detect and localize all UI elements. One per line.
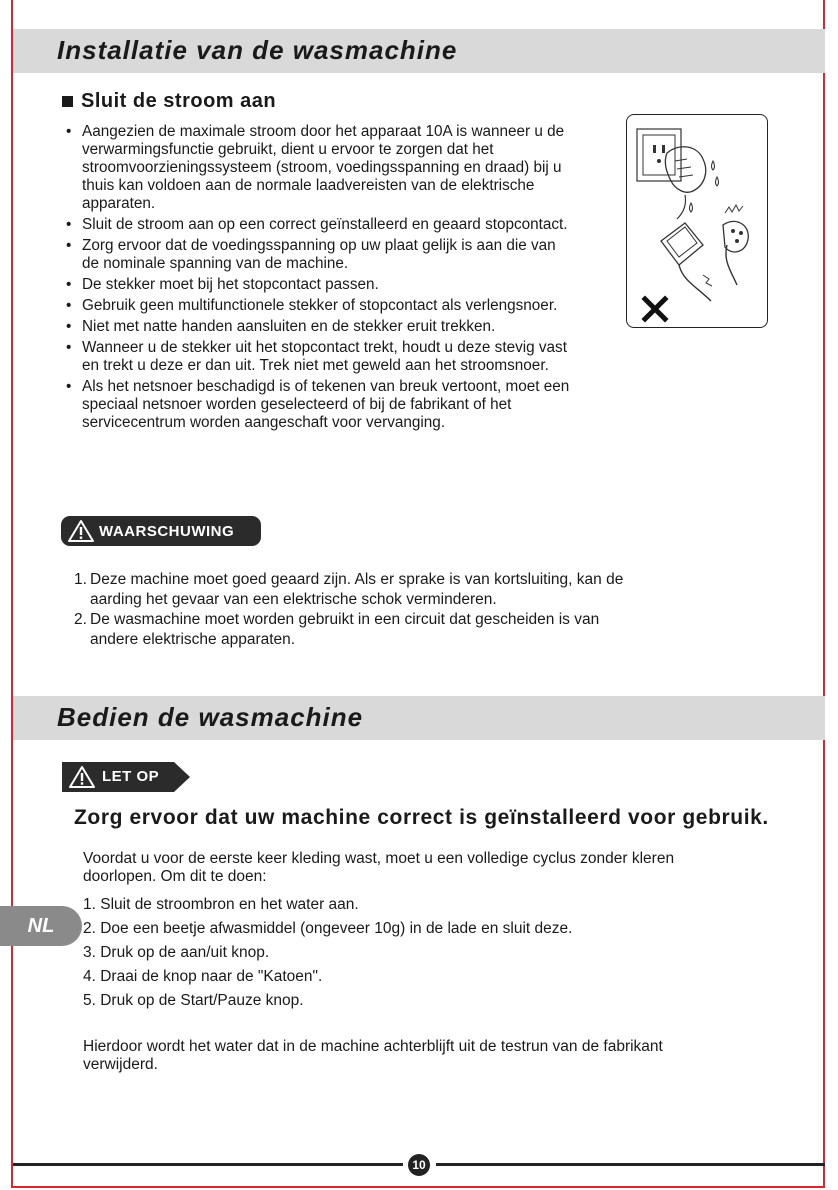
section-title-operate: Bedien de wasmachine: [57, 702, 364, 732]
list-item: • Gebruik geen multifunctionele stekker of stopcontact als verlengsnoer.: [62, 297, 572, 315]
language-tab: NL: [0, 906, 82, 946]
plug-warning-icon: [627, 115, 767, 327]
section-title-installation: Installatie van de wasmachine: [57, 35, 458, 65]
list-item: • Sluit de stroom aan op een correct geïnstalleerd en geaard stopcontact.: [62, 216, 572, 234]
intro-paragraph: Voordat u voor de eerste keer kleding wast, moet u een volledige cyclus zonder kleren doorlopen. Om dit te doen:: [83, 850, 675, 885]
wet-hands-plug-illustration: [626, 114, 768, 328]
list-item: [74, 610, 644, 649]
outro-paragraph: Hierdoor wordt het water dat in de machine achterblijft uit de testrun van de fabrikant verwijderd.: [83, 1038, 663, 1073]
section-banner-installation: [13, 29, 825, 73]
subheading-power: [62, 90, 276, 113]
footer-rule-left: [13, 1163, 403, 1166]
item-number: 2.: [74, 611, 87, 628]
square-bullet-icon: [62, 96, 73, 107]
item-number: 1.: [74, 571, 87, 588]
item-text: Deze machine moet goed geaard zijn. Als er sprake is van kortsluiting, kan de aarding het gevaar van een elektrische schok verminderen.: [90, 571, 624, 608]
section-banner-operate: [13, 696, 825, 740]
item-text: De wasmachine moet worden gebruikt in een circuit dat gescheiden is van andere elektrische apparaten.: [90, 611, 600, 648]
list-item: • De stekker moet bij het stopcontact passen.: [62, 276, 572, 294]
lead-statement: Zorg ervoor dat uw machine correct is geïnstalleerd voor gebruik.: [74, 806, 769, 829]
subheading-text: Sluit de stroom aan: [81, 90, 277, 112]
caution-label: LET OP: [102, 768, 160, 785]
list-item: • Aangezien de maximale stroom door het apparaat 10A is wanneer u de verwarmingsfunctie gebruikt, dient u ervoor te zorgen dat het stroomvoorzieningssysteem (stroom, voedingsspanning en draad) bij u thuis kan voldoen aan de normale laadvereisten van de elektrische apparaten.: [62, 123, 572, 213]
warning-list: [74, 570, 644, 650]
list-item: 2. Doe een beetje afwasmiddel (ongeveer 10g) in de lade en sluit deze.: [83, 920, 573, 937]
list-item: 4. Draai de knop naar de "Katoen".: [83, 968, 323, 985]
warning-triangle-icon: [67, 519, 95, 543]
list-item: • Niet met natte handen aansluiten en de stekker eruit trekken.: [62, 318, 572, 336]
warning-label: WAARSCHUWING: [99, 522, 235, 540]
steps-list: [83, 893, 572, 1013]
list-item: 1. Sluit de stroombron en het water aan.: [83, 896, 359, 913]
list-item: • Wanneer u de stekker uit het stopcontact trekt, houdt u deze stevig vast en trekt u deze er dan uit. Trek niet met geweld aan het stroomsnoer.: [62, 339, 572, 375]
list-item: 5. Druk op de Start/Pauze knop.: [83, 992, 304, 1009]
list-item: • Zorg ervoor dat de voedingsspanning op uw plaat gelijk is aan die van de nominale spanning van de machine.: [62, 237, 572, 273]
page-number: 10: [408, 1154, 430, 1176]
list-item: [74, 570, 644, 609]
footer-rule-right: [436, 1163, 825, 1166]
list-item: 3. Druk op de aan/uit knop.: [83, 944, 270, 961]
power-bullet-list: [62, 123, 572, 435]
list-item: • Als het netsnoer beschadigd is of tekenen van breuk vertoont, moet een speciaal netsnoer worden geselecteerd of bij de fabrikant of het servicecentrum worden aangeschaft voor vervanging.: [62, 378, 572, 432]
warning-badge: [61, 516, 261, 546]
caution-badge: [62, 762, 190, 792]
